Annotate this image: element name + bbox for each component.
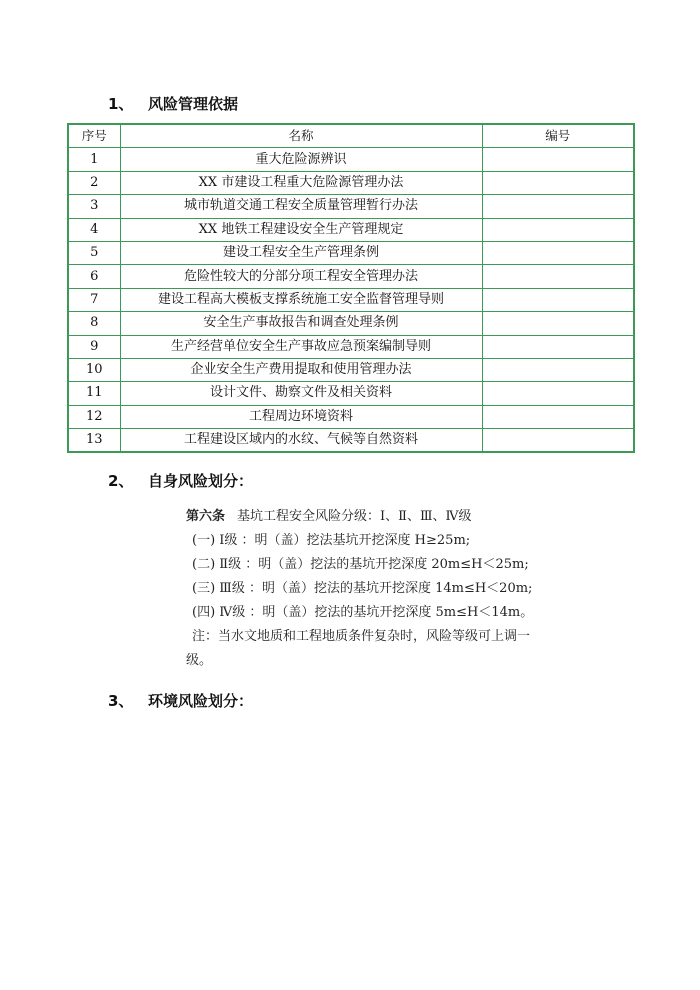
row-serial: 5	[68, 241, 120, 264]
row-code	[482, 195, 634, 218]
section-heading-env-risk	[108, 690, 253, 711]
row-code	[482, 265, 634, 288]
row-serial: 10	[68, 358, 120, 381]
row-code	[482, 405, 634, 428]
row-serial: 3	[68, 195, 120, 218]
header-code: 编号	[482, 124, 634, 148]
row-code	[482, 241, 634, 264]
row-serial: 11	[68, 382, 120, 405]
excerpt-note: 注：当水文地质和工程地质条件复杂时，风险等级可上调一	[192, 629, 531, 644]
table-row	[68, 148, 634, 171]
risk-basis-table	[67, 123, 635, 453]
row-code	[482, 288, 634, 311]
row-name: 设计文件、勘察文件及相关资料	[120, 382, 482, 405]
table-body	[68, 148, 634, 453]
article-label: 第六条	[186, 509, 226, 524]
table-row	[68, 171, 634, 194]
row-serial: 13	[68, 429, 120, 453]
regulation-excerpt	[186, 505, 576, 673]
row-name: XX 市建设工程重大危险源管理办法	[120, 171, 482, 194]
row-serial: 6	[68, 265, 120, 288]
table-row	[68, 265, 634, 288]
row-serial: 8	[68, 312, 120, 335]
header-serial: 序号	[68, 124, 120, 148]
table-row	[68, 429, 634, 453]
row-serial: 1	[68, 148, 120, 171]
row-code	[482, 218, 634, 241]
row-serial: 9	[68, 335, 120, 358]
row-code	[482, 148, 634, 171]
row-name: 工程建设区域内的水纹、气候等自然资料	[120, 429, 482, 453]
section-title: 环境风险划分：	[148, 692, 254, 710]
row-code	[482, 335, 634, 358]
table-row	[68, 405, 634, 428]
section-title: 风险管理依据	[148, 95, 239, 113]
risk-level-2: (二) Ⅱ级 ：明（盖）挖法的基坑开挖深度 20m≤H＜25m;	[192, 557, 529, 572]
row-code	[482, 358, 634, 381]
section-title: 自身风险划分：	[148, 472, 254, 490]
section-heading-self-risk	[108, 470, 253, 491]
table-row	[68, 218, 634, 241]
section-number: 1、	[108, 95, 134, 113]
row-name: 企业安全生产费用提取和使用管理办法	[120, 358, 482, 381]
row-code	[482, 171, 634, 194]
row-name: 安全生产事故报告和调查处理条例	[120, 312, 482, 335]
table-row	[68, 288, 634, 311]
table-row	[68, 312, 634, 335]
row-name: 建设工程高大模板支撑系统施工安全监督管理导则	[120, 288, 482, 311]
excerpt-note-continued: 级。	[186, 653, 213, 668]
row-name: 生产经营单位安全生产事故应急预案编制导则	[120, 335, 482, 358]
table-row	[68, 241, 634, 264]
row-name: 建设工程安全生产管理条例	[120, 241, 482, 264]
section-number: 2、	[108, 472, 134, 490]
risk-level-1: (一) Ⅰ级 ：明（盖）挖法基坑开挖深度 H≥25m;	[192, 533, 471, 548]
row-serial: 12	[68, 405, 120, 428]
row-code	[482, 382, 634, 405]
row-name: 工程周边环境资料	[120, 405, 482, 428]
excerpt-heading-line	[186, 505, 576, 529]
table-header-row	[68, 124, 634, 148]
row-serial: 2	[68, 171, 120, 194]
section-number: 3、	[108, 692, 134, 710]
table-row	[68, 195, 634, 218]
row-name: XX 地铁工程建设安全生产管理规定	[120, 218, 482, 241]
risk-level-3: (三) Ⅲ级 ：明（盖）挖法的基坑开挖深度 14m≤H＜20m;	[192, 581, 533, 596]
row-name: 重大危险源辨识	[120, 148, 482, 171]
table-row	[68, 382, 634, 405]
row-code	[482, 312, 634, 335]
row-name: 危险性较大的分部分项工程安全管理办法	[120, 265, 482, 288]
row-code	[482, 429, 634, 453]
row-serial: 7	[68, 288, 120, 311]
section-heading-basis	[108, 93, 238, 114]
risk-level-4: (四) Ⅳ级 ：明（盖）挖法的基坑开挖深度 5m≤H＜14m。	[192, 605, 534, 620]
header-name: 名称	[120, 124, 482, 148]
row-name: 城市轨道交通工程安全质量管理暂行办法	[120, 195, 482, 218]
article-heading: 基坑工程安全风险分级：Ⅰ、Ⅱ、Ⅲ、Ⅳ级	[237, 509, 472, 524]
row-serial: 4	[68, 218, 120, 241]
table-row	[68, 335, 634, 358]
table-row	[68, 358, 634, 381]
